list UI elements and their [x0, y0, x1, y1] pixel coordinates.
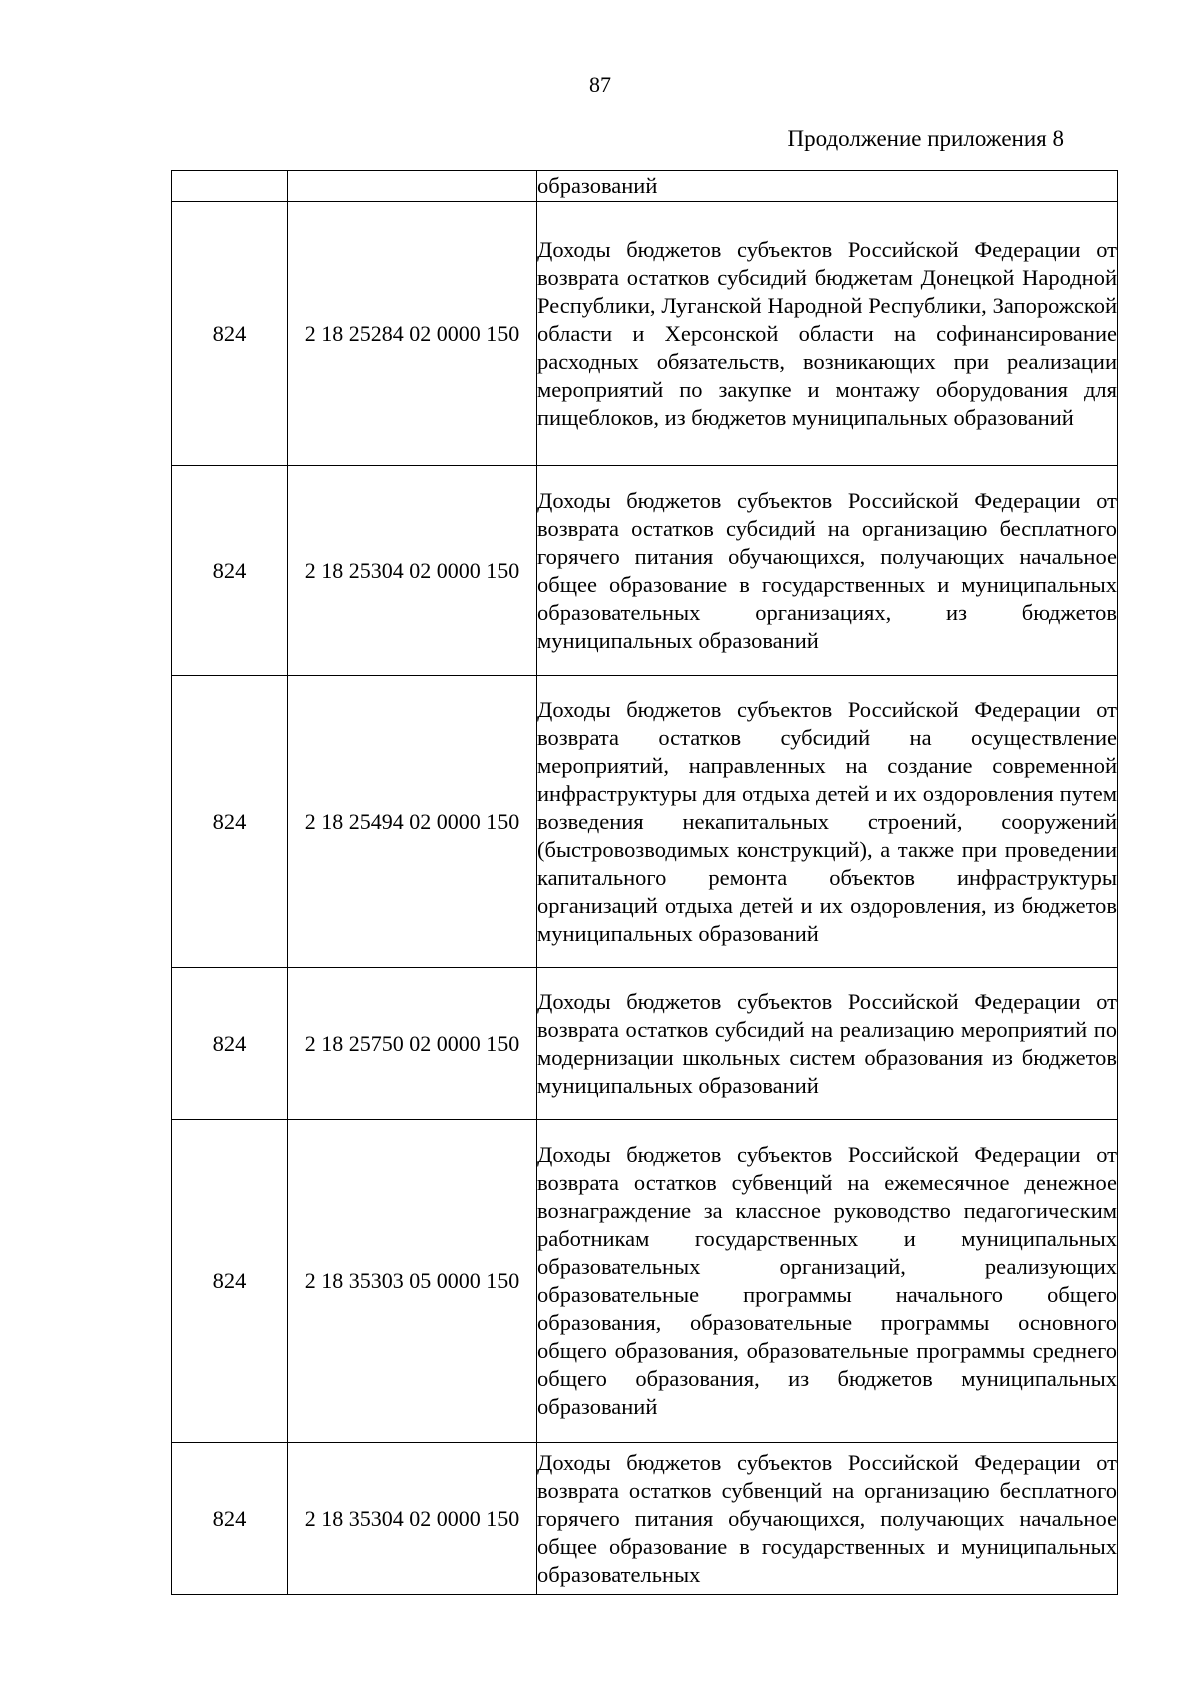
admin-code-cell — [172, 171, 288, 202]
revenue-description-cell — [537, 466, 1118, 676]
table-row — [172, 676, 1118, 968]
revenue-description-text: Доходы бюджетов субъектов Российской Федерации от возврата остатков субсидий на реализацию мероприятий по модернизации школьных систем образования из бюджетов муниципальных образований — [537, 988, 1117, 1098]
budget-classification-code-cell: 2 18 35304 02 0000 150 — [288, 1443, 537, 1595]
revenue-description-cell — [537, 1443, 1118, 1595]
revenue-description-text: Доходы бюджетов субъектов Российской Федерации от возврата остатков субсидий на организацию бесплатного горячего питания обучающихся, получающих начальное общее образование в государственных и муниципальных образовательных организациях, из бюджетов муниципальных образований — [537, 487, 1117, 653]
revenue-description-text: Доходы бюджетов субъектов Российской Федерации от возврата остатков субсидий бюджетам Донецкой Народной Республики, Луганской Народной Республики, Запорожской области и Херсонской области на софинансирование расходных обязательств, возникающих при реализации мероприятий по закупке и монтажу оборудования для пищеблоков, из бюджетов муниципальных образований — [537, 236, 1117, 430]
budget-classification-code-cell: 2 18 25494 02 0000 150 — [288, 676, 537, 968]
table-row — [172, 202, 1118, 466]
revenue-description-text: Доходы бюджетов субъектов Российской Федерации от возврата остатков субсидий на осуществление мероприятий, направленных на создание современной инфраструктуры для отдыха детей и их оздоровления путем возведения некапитальных строений, сооружений (быстровозводимых конструкций), а также при проведении капитального ремонта объектов инфраструктуры организаций отдыха детей и их оздоровления, из бюджетов муниципальных образований — [537, 696, 1117, 946]
revenue-description-cell — [537, 968, 1118, 1120]
budget-classification-code-cell: 2 18 35303 05 0000 150 — [288, 1120, 537, 1443]
budget-classification-code-cell: 2 18 25284 02 0000 150 — [288, 202, 537, 466]
admin-code-cell: 824 — [172, 968, 288, 1120]
admin-code-cell: 824 — [172, 1120, 288, 1443]
page-number: 87 — [589, 72, 611, 97]
budget-revenue-table — [171, 170, 1118, 1595]
revenue-description-cell — [537, 202, 1118, 466]
admin-code-cell: 824 — [172, 676, 288, 968]
appendix-continuation-header: Продолжение приложения 8 — [787, 126, 1064, 151]
admin-code-cell: 824 — [172, 1443, 288, 1595]
revenue-description-text: образований — [537, 173, 658, 198]
table-row — [172, 968, 1118, 1120]
budget-classification-code-cell — [288, 171, 537, 202]
budget-classification-code-cell: 2 18 25750 02 0000 150 — [288, 968, 537, 1120]
revenue-description-cell — [537, 1120, 1118, 1443]
admin-code-cell: 824 — [172, 466, 288, 676]
revenue-description-cell — [537, 171, 1118, 202]
revenue-description-text: Доходы бюджетов субъектов Российской Федерации от возврата остатков субвенций на организацию бесплатного горячего питания обучающихся, получающих начальное общее образование в государственных и муниципальных образовательных — [537, 1449, 1117, 1587]
revenue-description-text: Доходы бюджетов субъектов Российской Федерации от возврата остатков субвенций на ежемесячное денежное вознаграждение за классное руководство педагогическим работникам государственных и муниципальных образовательных организаций, реализующих образовательные программы начального общего образования, образовательные программы основного общего образования, образовательные программы среднего общего образования, из бюджетов муниципальных образований — [537, 1142, 1117, 1419]
table-row — [172, 1120, 1118, 1443]
table-row — [172, 466, 1118, 676]
revenue-description-cell — [537, 676, 1118, 968]
table-row — [172, 171, 1118, 202]
admin-code-cell: 824 — [172, 202, 288, 466]
table-row — [172, 1443, 1118, 1595]
budget-classification-code-cell: 2 18 25304 02 0000 150 — [288, 466, 537, 676]
